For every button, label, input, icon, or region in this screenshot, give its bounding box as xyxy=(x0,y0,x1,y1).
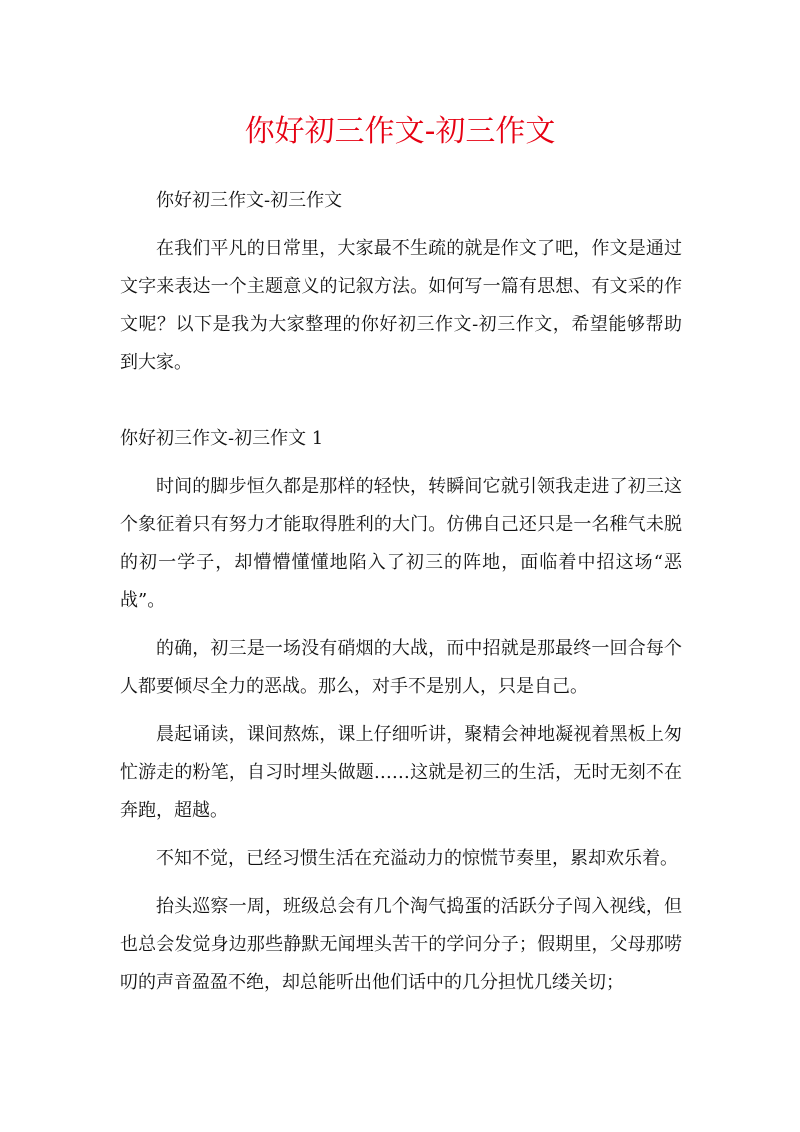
intro-paragraph: 在我们平凡的日常里，大家最不生疏的就是作文了吧，作文是通过文字来表达一个主题意义的记叙方法。如何写一篇有思想、有文采的作文呢？以下是我为大家整理的你好初三作文-初三作文，希望能够帮助到大家。 xyxy=(120,238,682,373)
body-paragraph-5: 抬头巡察一周，班级总会有几个淘气捣蛋的活跃分子闯入视线，但也总会发觉身边那些静默无闻埋头苦干的学问分子；假期里，父母那唠叨的声音盈盈不绝，却总能听出他们话中的几分担忧几缕关切； xyxy=(120,896,682,993)
intro-heading: 你好初三作文-初三作文 xyxy=(156,190,343,211)
body-paragraph-2: 的确，初三是一场没有硝烟的大战，而中招就是那最终一回合每个人都要倾尽全力的恶战。那么，对手不是别人，只是自己。 xyxy=(120,638,682,697)
section-heading: 你好初三作文-初三作文 1 xyxy=(120,428,324,449)
document-title: 你好初三作文-初三作文 xyxy=(244,114,556,149)
body-paragraph-1: 时间的脚步恒久都是那样的轻快，转瞬间它就引领我走进了初三这个象征着只有努力才能取得胜利的大门。仿佛自己还只是一名稚气未脱的初一学子，却懵懵懂懂地陷入了初三的阵地，面临着中招这场“恶战”。 xyxy=(120,476,682,611)
body-paragraph-3: 晨起诵读，课间熬炼，课上仔细听讲，聚精会神地凝视着黑板上匆忙游走的粉笔，自习时埋头做题……这就是初三的生活，无时无刻不在奔跑，超越。 xyxy=(120,724,682,821)
body-paragraph-4: 不知不觉，已经习惯生活在充溢动力的惊慌节奏里，累却欢乐着。 xyxy=(156,848,678,869)
document-body xyxy=(120,182,682,1002)
